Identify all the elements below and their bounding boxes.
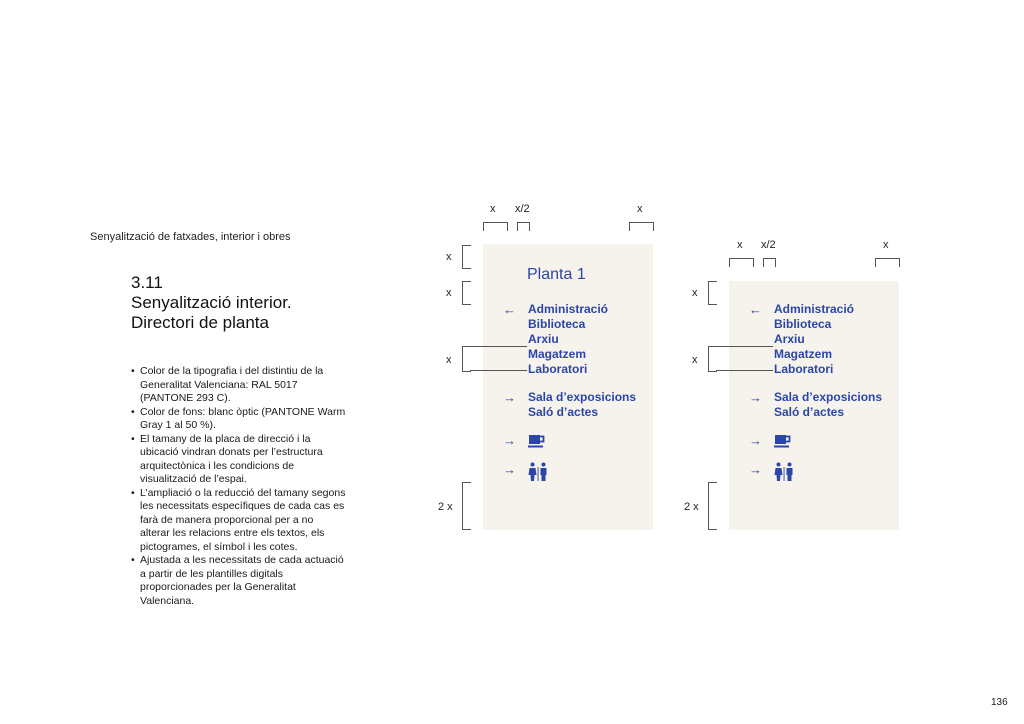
destination-label: Laboratori — [774, 362, 834, 376]
destination-label: Sala d’exposicions — [774, 390, 883, 404]
dim-label-x: x — [883, 239, 889, 251]
destination-label: Biblioteca — [774, 317, 832, 331]
restroom-icon — [774, 462, 794, 482]
arrow-left-icon: ← — [749, 302, 762, 317]
running-header: Senyalització de fatxades, interior i obres — [90, 231, 291, 243]
sign-a-panel — [483, 244, 653, 530]
dim-label-x: x — [446, 251, 452, 263]
dim-label-x: x — [637, 203, 643, 215]
section-title-line2: Directori de planta — [131, 313, 269, 332]
arrow-left-icon: ← — [503, 302, 516, 317]
dimension-bracket — [763, 258, 776, 267]
list-item: • Ajustada a les necessitats de cada actuació a partir de les plantilles digitals proporcionades per la Generalitat Valenciana. — [131, 554, 346, 608]
dimension-bracket — [729, 258, 754, 267]
destination-label: Arxiu — [774, 332, 805, 346]
dimension-guide-line — [716, 346, 773, 347]
destination-label: Magatzem — [774, 347, 833, 361]
dim-label-x: x — [446, 287, 452, 299]
list-item: • Color de fons: blanc òptic (PANTONE Warm Gray 1 al 50 %). — [131, 406, 346, 433]
arrow-right-icon: → — [749, 390, 762, 405]
destination-label: Administració — [528, 302, 609, 316]
destination-label: Administració — [774, 302, 855, 316]
section-title-line1: Senyalització interior. — [131, 293, 292, 312]
coffee-cup-icon — [774, 434, 792, 448]
destination-label: Magatzem — [528, 347, 587, 361]
dim-label-x: x — [692, 354, 698, 366]
destination-label: Arxiu — [528, 332, 559, 346]
section-number: 3.11 — [131, 273, 163, 292]
dim-label-x: x — [692, 287, 698, 299]
dimension-guide-line — [470, 346, 527, 347]
arrow-right-icon: → — [749, 433, 762, 448]
dim-label-half-x: x/2 — [515, 203, 530, 215]
list-item: • El tamany de la placa de direcció i la ubicació vindran donats per l’estructura arquitectònica i les condicions de visualització de l’espai. — [131, 433, 346, 487]
destination-label: Biblioteca — [528, 317, 586, 331]
destination-label: Sala d’exposicions — [528, 390, 637, 404]
dimension-bracket — [483, 222, 508, 231]
page-number: 136 — [991, 697, 1008, 708]
sign-a-group-2 — [528, 390, 636, 420]
arrow-right-icon: → — [503, 390, 516, 405]
dimension-bracket — [708, 346, 717, 372]
arrow-right-icon: → — [503, 433, 516, 448]
dim-label-x: x — [446, 354, 452, 366]
list-item: • Color de la tipografia i del distintiu de la Generalitat Valenciana: RAL 5017 (PANTONE 293 C). — [131, 365, 346, 406]
arrow-right-icon: → — [503, 462, 516, 477]
dimension-bracket — [708, 281, 717, 305]
dimension-bracket — [629, 222, 654, 231]
dimension-bracket — [462, 346, 471, 372]
sign-title: Planta 1 — [527, 266, 586, 283]
dimension-bracket — [517, 222, 530, 231]
destination-label: Saló d’actes — [774, 405, 845, 419]
dimension-bracket — [462, 245, 471, 269]
dim-label-x: x — [490, 203, 496, 215]
restroom-icon — [528, 462, 548, 482]
destination-label: Laboratori — [528, 362, 588, 376]
section-heading — [131, 273, 292, 333]
dim-label-2x: 2 x — [684, 501, 699, 513]
dimension-bracket — [875, 258, 900, 267]
sign-a-group-1 — [528, 302, 608, 377]
specification-list — [131, 365, 346, 608]
destination-label: Saló d’actes — [528, 405, 599, 419]
dim-label-2x: 2 x — [438, 501, 453, 513]
sign-b-group-1 — [774, 302, 854, 377]
dimension-guide-line — [716, 370, 773, 371]
arrow-right-icon: → — [749, 462, 762, 477]
dimension-bracket — [462, 482, 471, 530]
dimension-bracket — [708, 482, 717, 530]
dimension-bracket — [462, 281, 471, 305]
sign-b-group-2 — [774, 390, 882, 420]
list-item: • L’ampliació o la reducció del tamany segons les necessitats específiques de cada cas es farà de manera proporcional per a no alterar les relacions entre els textos, els pictogrames, el símbol i les cotes. — [131, 487, 346, 555]
dim-label-x: x — [737, 239, 743, 251]
dimension-guide-line — [470, 370, 527, 371]
coffee-cup-icon — [528, 434, 546, 448]
dim-label-half-x: x/2 — [761, 239, 776, 251]
